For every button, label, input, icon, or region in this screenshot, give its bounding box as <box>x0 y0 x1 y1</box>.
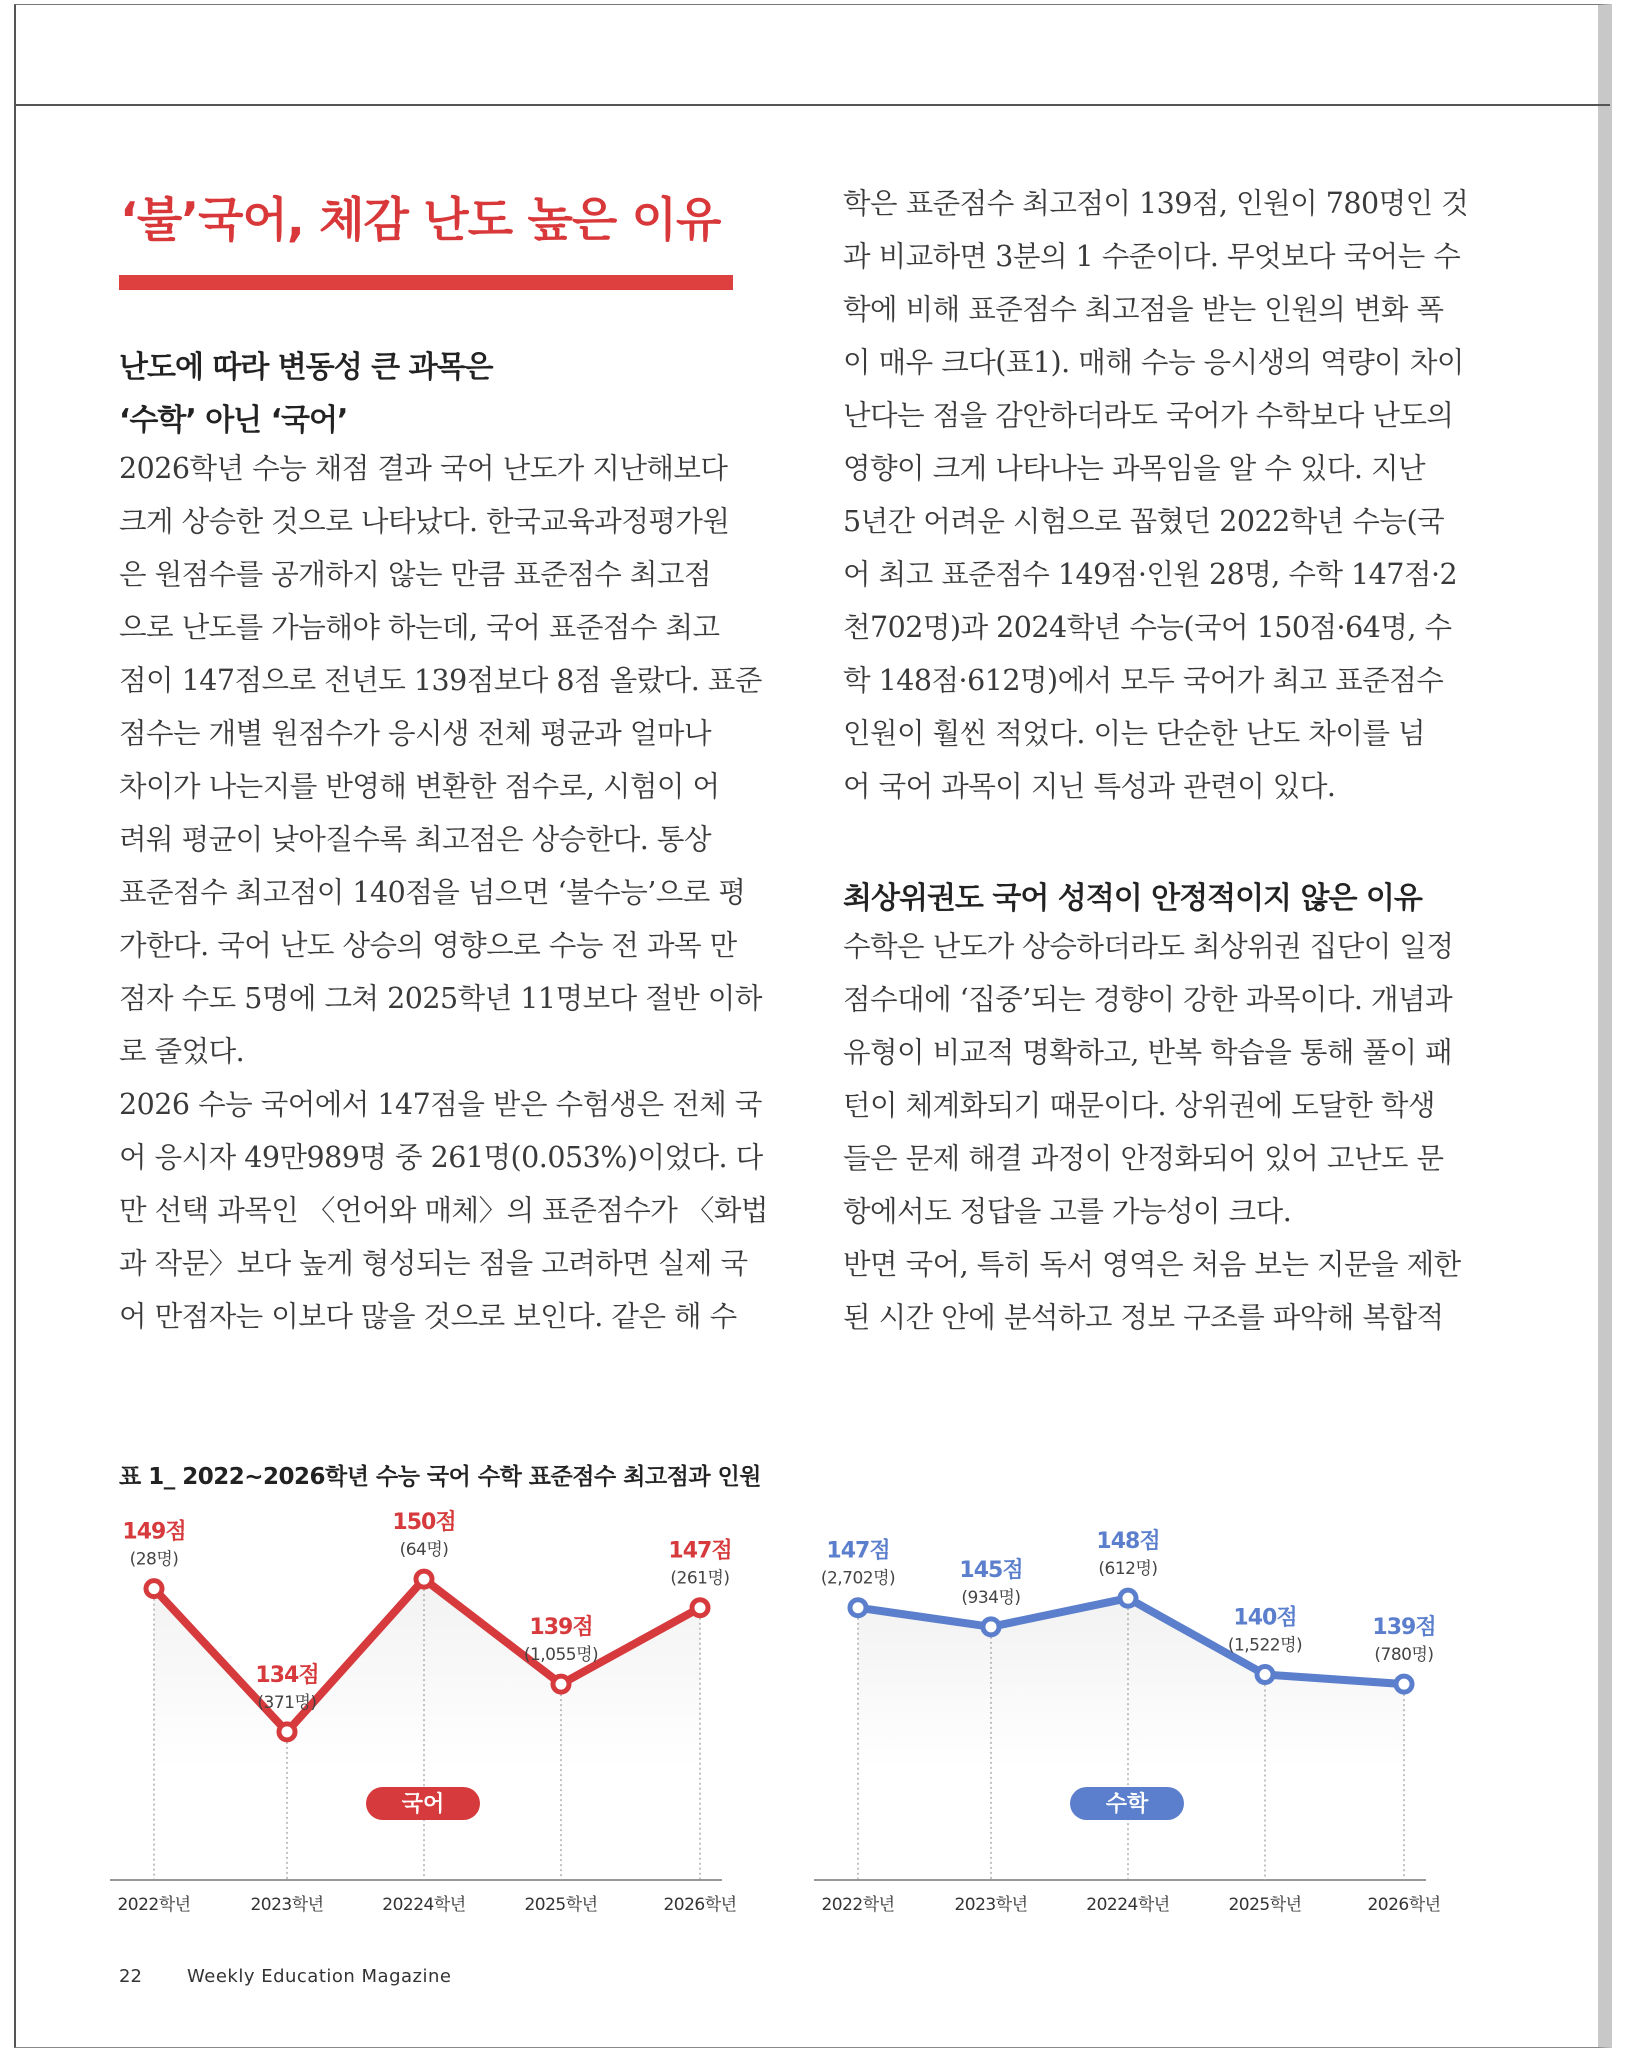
body-text-line: 난다는 점을 감안하더라도 국어가 수학보다 난도의 <box>843 399 1454 432</box>
data-point <box>983 1619 999 1635</box>
article-title: ‘불’국어, 체감 난도 높은 이유 <box>120 193 721 248</box>
subhead-1-line-2: ‘수학’ 아닌 ‘국어’ <box>119 403 348 438</box>
body-text-line: 으로 난도를 가늠해야 하는데, 국어 표준점수 최고 <box>119 611 720 644</box>
data-point <box>279 1724 295 1740</box>
count-label: (261명) <box>670 1568 730 1589</box>
body-text-line: 5년간 어려운 시험으로 꼽혔던 2022학년 수능(국 <box>843 505 1445 538</box>
x-tick-label: 20224학년 <box>382 1895 466 1915</box>
subject-badge-label: 국어 <box>401 1792 445 1817</box>
data-point <box>1396 1676 1412 1692</box>
body-text-line: 과 작문〉보다 높게 형성되는 점을 고려하면 실제 국 <box>119 1247 748 1280</box>
data-point <box>692 1600 708 1616</box>
chart-title: 표 1_ 2022~2026학년 수능 국어 수학 표준점수 최고점과 인원 <box>119 1464 762 1490</box>
body-text-line: 려워 평균이 낮아질수록 최고점은 상승한다. 통상 <box>119 823 711 856</box>
value-label: 149점 <box>122 1519 186 1545</box>
korean-score-chart <box>110 1500 750 1930</box>
page-number: 22 <box>119 1966 142 1987</box>
body-text-line: 된 시간 안에 분석하고 정보 구조를 파악해 복합적 <box>843 1301 1444 1334</box>
body-text-line: 점수대에 ‘집중’되는 경향이 강한 과목이다. 개념과 <box>843 983 1453 1016</box>
data-point <box>1257 1667 1273 1683</box>
body-text-line: 어 만점자는 이보다 많을 것으로 보인다. 같은 해 수 <box>119 1300 737 1333</box>
value-label: 147점 <box>826 1538 890 1564</box>
data-point <box>553 1676 569 1692</box>
value-label: 139점 <box>1372 1615 1436 1641</box>
subhead-2: 최상위권도 국어 성적이 안정적이지 않은 이유 <box>843 881 1422 916</box>
magazine-name: Weekly Education Magazine <box>187 1966 452 1987</box>
body-text-line: 2026 수능 국어에서 147점을 받은 수험생은 전체 국 <box>119 1088 762 1121</box>
body-text-line: 크게 상승한 것으로 나타났다. 한국교육과정평가원 <box>119 505 730 538</box>
value-label: 145점 <box>959 1557 1023 1583</box>
data-point <box>146 1581 162 1597</box>
body-text-line: 어 응시자 49만989명 중 261명(0.053%)이었다. 다 <box>119 1141 763 1174</box>
title-underline <box>119 275 733 290</box>
body-text-line: 학은 표준점수 최고점이 139점, 인원이 780명인 것 <box>843 187 1469 220</box>
x-tick-label: 2023학년 <box>954 1895 1028 1915</box>
body-text-line: 천702명)과 2024학년 수능(국어 150점·64명, 수 <box>843 611 1452 644</box>
count-label: (1,522명) <box>1227 1635 1303 1656</box>
value-label: 150점 <box>392 1510 456 1536</box>
body-text-line: 인원이 훨씬 적었다. 이는 단순한 난도 차이를 넘 <box>843 717 1426 750</box>
x-tick-label: 2025학년 <box>524 1895 598 1915</box>
x-tick-label: 2026학년 <box>663 1895 737 1915</box>
value-label: 147점 <box>668 1538 732 1564</box>
body-text-line: 어 최고 표준점수 149점·인원 28명, 수학 147점·2 <box>843 558 1458 591</box>
right-column-body-1 <box>843 177 1468 813</box>
left-column-body <box>119 442 768 1343</box>
body-text-line: 학에 비해 표준점수 최고점을 받는 인원의 변화 폭 <box>843 293 1444 326</box>
body-text-line: 점수는 개별 원점수가 응시생 전체 평균과 얼마나 <box>119 717 711 750</box>
x-tick-label: 20224학년 <box>1086 1895 1170 1915</box>
x-tick-label: 2022학년 <box>821 1895 895 1915</box>
body-text-line: 로 줄었다. <box>119 1035 245 1068</box>
count-label: (934명) <box>961 1587 1021 1608</box>
body-text-line: 과 비교하면 3분의 1 수준이다. 무엇보다 국어는 수 <box>843 240 1461 273</box>
value-label: 148점 <box>1096 1529 1160 1555</box>
body-text-line: 들은 문제 해결 과정이 안정화되어 있어 고난도 문 <box>843 1142 1444 1175</box>
body-text-line: 표준점수 최고점이 140점을 넘으면 ‘불수능’으로 평 <box>119 876 746 909</box>
body-text-line: 가한다. 국어 난도 상승의 영향으로 수능 전 과목 만 <box>119 929 737 962</box>
body-text-line: 2026학년 수능 채점 결과 국어 난도가 지난해보다 <box>119 452 728 485</box>
count-label: (371명) <box>257 1692 317 1713</box>
body-text-line: 점자 수도 5명에 그쳐 2025학년 11명보다 절반 이하 <box>119 982 762 1015</box>
body-text-line: 차이가 나는지를 반영해 변환한 점수로, 시험이 어 <box>119 770 720 803</box>
value-label: 134점 <box>255 1662 319 1688</box>
count-label: (64명) <box>399 1540 449 1561</box>
body-text-line: 점이 147점으로 전년도 139점보다 8점 올랐다. 표준 <box>119 664 762 697</box>
count-label: (612명) <box>1098 1559 1158 1580</box>
count-label: (1,055명) <box>523 1645 599 1666</box>
count-label: (28명) <box>129 1549 179 1570</box>
math-score-chart <box>814 1500 1454 1930</box>
value-label: 140점 <box>1233 1605 1297 1631</box>
body-text-line: 만 선택 과목인 〈언어와 매체〉의 표준점수가 〈화법 <box>119 1194 768 1227</box>
x-tick-label: 2023학년 <box>250 1895 324 1915</box>
body-text-line: 은 원점수를 공개하지 않는 만큼 표준점수 최고점 <box>119 558 711 591</box>
right-column-body-2 <box>843 920 1461 1344</box>
subhead-1-line-1: 난도에 따라 변동성 큰 과목은 <box>119 350 493 385</box>
data-point <box>416 1571 432 1587</box>
count-label: (780명) <box>1374 1645 1434 1666</box>
body-text-line: 이 매우 크다(표1). 매해 수능 응시생의 역량이 차이 <box>843 346 1464 379</box>
data-point <box>850 1600 866 1616</box>
body-text-line: 수학은 난도가 상승하더라도 최상위권 집단이 일정 <box>843 930 1454 963</box>
body-text-line: 항에서도 정답을 고를 가능성이 크다. <box>843 1195 1292 1228</box>
body-text-line: 유형이 비교적 명확하고, 반복 학습을 통해 풀이 패 <box>843 1036 1453 1069</box>
body-text-line: 반면 국어, 특히 독서 영역은 처음 보는 지문을 제한 <box>843 1248 1461 1281</box>
x-tick-label: 2022학년 <box>117 1895 191 1915</box>
x-tick-label: 2025학년 <box>1228 1895 1302 1915</box>
header-rule <box>16 104 1610 106</box>
value-label: 139점 <box>529 1615 593 1641</box>
body-text-line: 턴이 체계화되기 때문이다. 상위권에 도달한 학생 <box>843 1089 1435 1122</box>
data-point <box>1120 1590 1136 1606</box>
area-fill <box>858 1598 1404 1770</box>
body-text-line: 학 148점·612명)에서 모두 국어가 최고 표준점수 <box>843 664 1444 697</box>
body-text-line: 어 국어 과목이 지닌 특성과 관련이 있다. <box>843 770 1336 803</box>
count-label: (2,702명) <box>820 1568 896 1589</box>
x-tick-label: 2026학년 <box>1367 1895 1441 1915</box>
subject-badge-label: 수학 <box>1105 1792 1149 1817</box>
body-text-line: 영향이 크게 나타나는 과목임을 알 수 있다. 지난 <box>843 452 1426 485</box>
